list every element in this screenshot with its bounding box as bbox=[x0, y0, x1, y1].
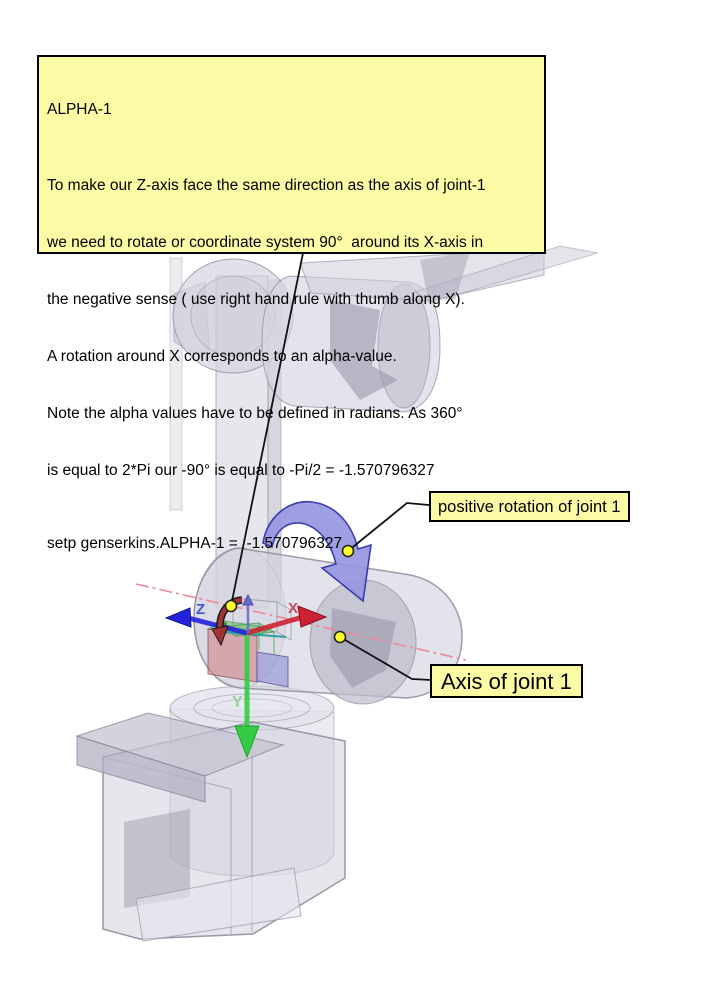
axis-marker-dot bbox=[335, 632, 346, 643]
infobox-line: To make our Z-axis face the same direction as the axis of joint-1 bbox=[47, 177, 486, 194]
infobox-line: A rotation around X corresponds to an alpha-value. bbox=[47, 348, 397, 365]
infobox-line: is equal to 2*Pi our -90° is equal to -Pi/2 = -1.570796327 bbox=[47, 462, 435, 479]
infobox-line: the negative sense ( use right hand rule with thumb along X). bbox=[47, 291, 465, 308]
axis-x-label: X bbox=[288, 600, 299, 617]
infobox-line: we need to rotate or coordinate system 90° around its X-axis in bbox=[47, 234, 484, 251]
frame-pink-box bbox=[208, 629, 257, 682]
callout-axis-of-joint1: Axis of joint 1 bbox=[430, 664, 583, 698]
origin-marker-dot bbox=[226, 601, 237, 612]
infobox-line: Note the alpha values have to be defined in radians. As 360° bbox=[47, 405, 463, 422]
axis-z-label: Z bbox=[196, 601, 206, 618]
axis-z-head bbox=[166, 608, 191, 627]
callout-positive-rotation: positive rotation of joint 1 bbox=[429, 491, 630, 522]
frame-blue-box bbox=[257, 652, 288, 687]
infobox-command: setp genserkins.ALPHA-1 = -1.570796327 bbox=[47, 535, 343, 552]
infobox-title: ALPHA-1 bbox=[47, 101, 112, 118]
axis-y-label: Y bbox=[232, 694, 243, 711]
